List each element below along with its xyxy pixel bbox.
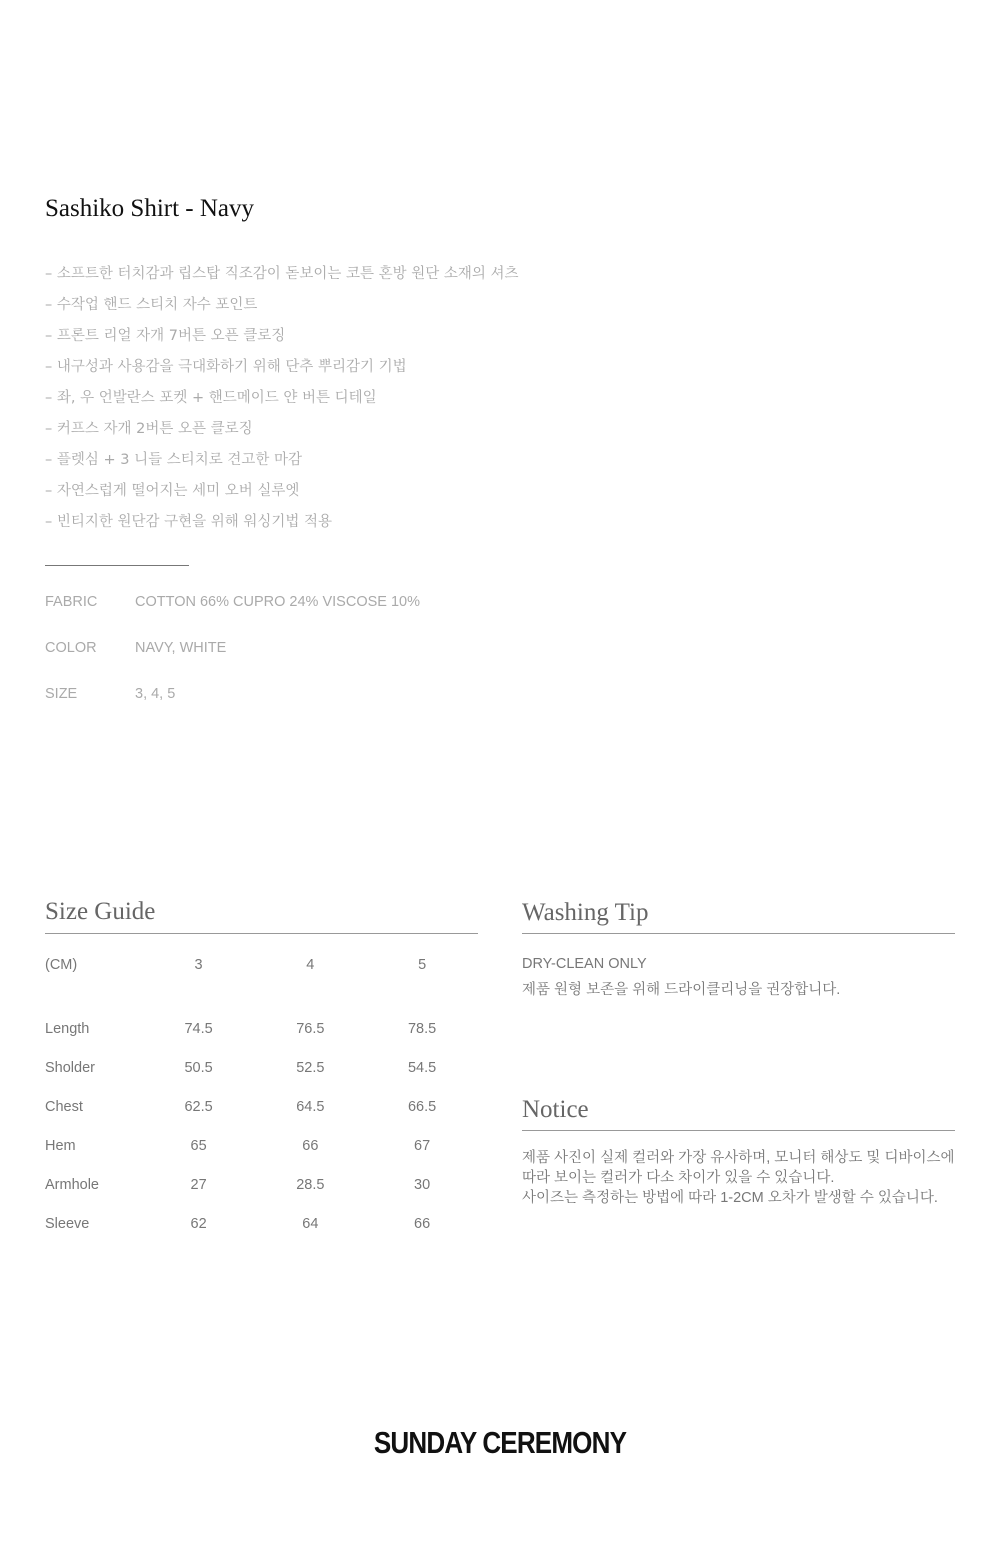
notice-text bbox=[522, 1148, 954, 1208]
size-guide-title: Size Guide bbox=[45, 898, 156, 925]
table-cell: 78.5 bbox=[407, 1021, 437, 1037]
table-row bbox=[45, 1017, 478, 1056]
spec-row-size bbox=[45, 686, 420, 732]
size-header-cell: 4 bbox=[306, 957, 315, 973]
size-header-cell: 3 bbox=[194, 957, 203, 973]
feature-item: – 커프스 자개 2버튼 오픈 클로징 bbox=[45, 421, 253, 437]
table-cell: 66.5 bbox=[407, 1099, 437, 1115]
table-cell: 67 bbox=[414, 1138, 431, 1154]
table-cell: 66 bbox=[414, 1216, 431, 1232]
feature-item: – 내구성과 사용감을 극대화하기 위해 단추 뿌리감기 기법 bbox=[45, 359, 407, 375]
spec-key: COLOR bbox=[45, 640, 97, 656]
washing-tip-rule bbox=[522, 933, 955, 934]
spec-list bbox=[45, 594, 420, 732]
spec-row-fabric bbox=[45, 594, 420, 640]
divider bbox=[45, 565, 189, 566]
feature-item: – 프론트 리얼 자개 7버튼 오픈 클로징 bbox=[45, 328, 286, 344]
feature-item: – 좌, 우 언발란스 포켓 + 핸드메이드 얀 버튼 디테일 bbox=[45, 390, 377, 406]
table-cell: 74.5 bbox=[184, 1021, 213, 1037]
table-cell: 30 bbox=[414, 1177, 431, 1193]
washing-tip-text bbox=[522, 951, 840, 1003]
size-header-cell: 5 bbox=[418, 957, 427, 973]
table-cell: 27 bbox=[190, 1177, 207, 1193]
spec-value: NAVY, WHITE bbox=[135, 640, 227, 656]
washing-tip-title: Washing Tip bbox=[522, 899, 649, 926]
feature-item: – 자연스럽게 떨어지는 세미 오버 실루엣 bbox=[45, 483, 300, 499]
table-cell: 62.5 bbox=[184, 1099, 213, 1115]
feature-item: – 수작업 핸드 스티치 자수 포인트 bbox=[45, 297, 258, 313]
table-row bbox=[45, 1056, 478, 1095]
spec-key: FABRIC bbox=[45, 594, 98, 610]
table-row bbox=[45, 1095, 478, 1134]
feature-item: – 빈티지한 원단감 구현을 위해 워싱기법 적용 bbox=[45, 514, 333, 530]
table-row bbox=[45, 1212, 478, 1251]
row-label: Chest bbox=[45, 1099, 83, 1115]
table-cell: 54.5 bbox=[407, 1060, 437, 1076]
spec-value: 3, 4, 5 bbox=[135, 686, 176, 702]
feature-list bbox=[45, 262, 519, 541]
notice-rule bbox=[522, 1130, 955, 1131]
table-cell: 65 bbox=[190, 1138, 207, 1154]
table-row bbox=[45, 1134, 478, 1173]
table-cell: 66 bbox=[302, 1138, 319, 1154]
feature-item: – 소프트한 터치감과 립스탑 직조감이 돋보이는 코튼 혼방 원단 소재의 셔츠 bbox=[45, 266, 519, 282]
notice-title: Notice bbox=[522, 1096, 589, 1123]
washing-line: 제품 원형 보존을 위해 드라이클리닝을 권장합니다. bbox=[522, 982, 841, 998]
row-label: Sleeve bbox=[45, 1216, 90, 1232]
row-label: Length bbox=[45, 1021, 90, 1037]
table-cell: 50.5 bbox=[184, 1060, 213, 1076]
table-cell: 28.5 bbox=[296, 1177, 325, 1193]
size-table-header bbox=[45, 953, 478, 1017]
row-label: Hem bbox=[45, 1138, 76, 1154]
table-cell: 76.5 bbox=[296, 1021, 325, 1037]
table-cell: 64.5 bbox=[296, 1099, 325, 1115]
table-cell: 64 bbox=[302, 1216, 319, 1232]
table-row bbox=[45, 1173, 478, 1212]
size-guide-rule bbox=[45, 933, 478, 934]
spec-value: COTTON 66% CUPRO 24% VISCOSE 10% bbox=[135, 594, 420, 610]
table-cell: 52.5 bbox=[296, 1060, 325, 1076]
row-label: Armhole bbox=[45, 1177, 99, 1193]
brand-logo: SUNDAY CEREMONY bbox=[373, 1425, 627, 1460]
row-label: Sholder bbox=[45, 1060, 95, 1076]
size-table bbox=[45, 953, 478, 1251]
feature-item: – 플렛심 + 3 니들 스티치로 견고한 마감 bbox=[45, 452, 302, 468]
notice-line: 사이즈는 측정하는 방법에 따라 1-2CM 오차가 발생할 수 있습니다. bbox=[522, 1190, 938, 1206]
spec-key: SIZE bbox=[45, 686, 78, 702]
notice-line: 제품 사진이 실제 컬러와 가장 유사하며, 모니터 해상도 및 디바이스에 bbox=[522, 1150, 955, 1166]
unit-label: (CM) bbox=[45, 957, 78, 973]
washing-line: DRY-CLEAN ONLY bbox=[522, 956, 647, 972]
table-cell: 62 bbox=[190, 1216, 207, 1232]
spec-row-color bbox=[45, 640, 420, 686]
product-title: Sashiko Shirt - Navy bbox=[45, 195, 255, 222]
notice-line: 따라 보이는 컬러가 다소 차이가 있을 수 있습니다. bbox=[522, 1170, 835, 1186]
